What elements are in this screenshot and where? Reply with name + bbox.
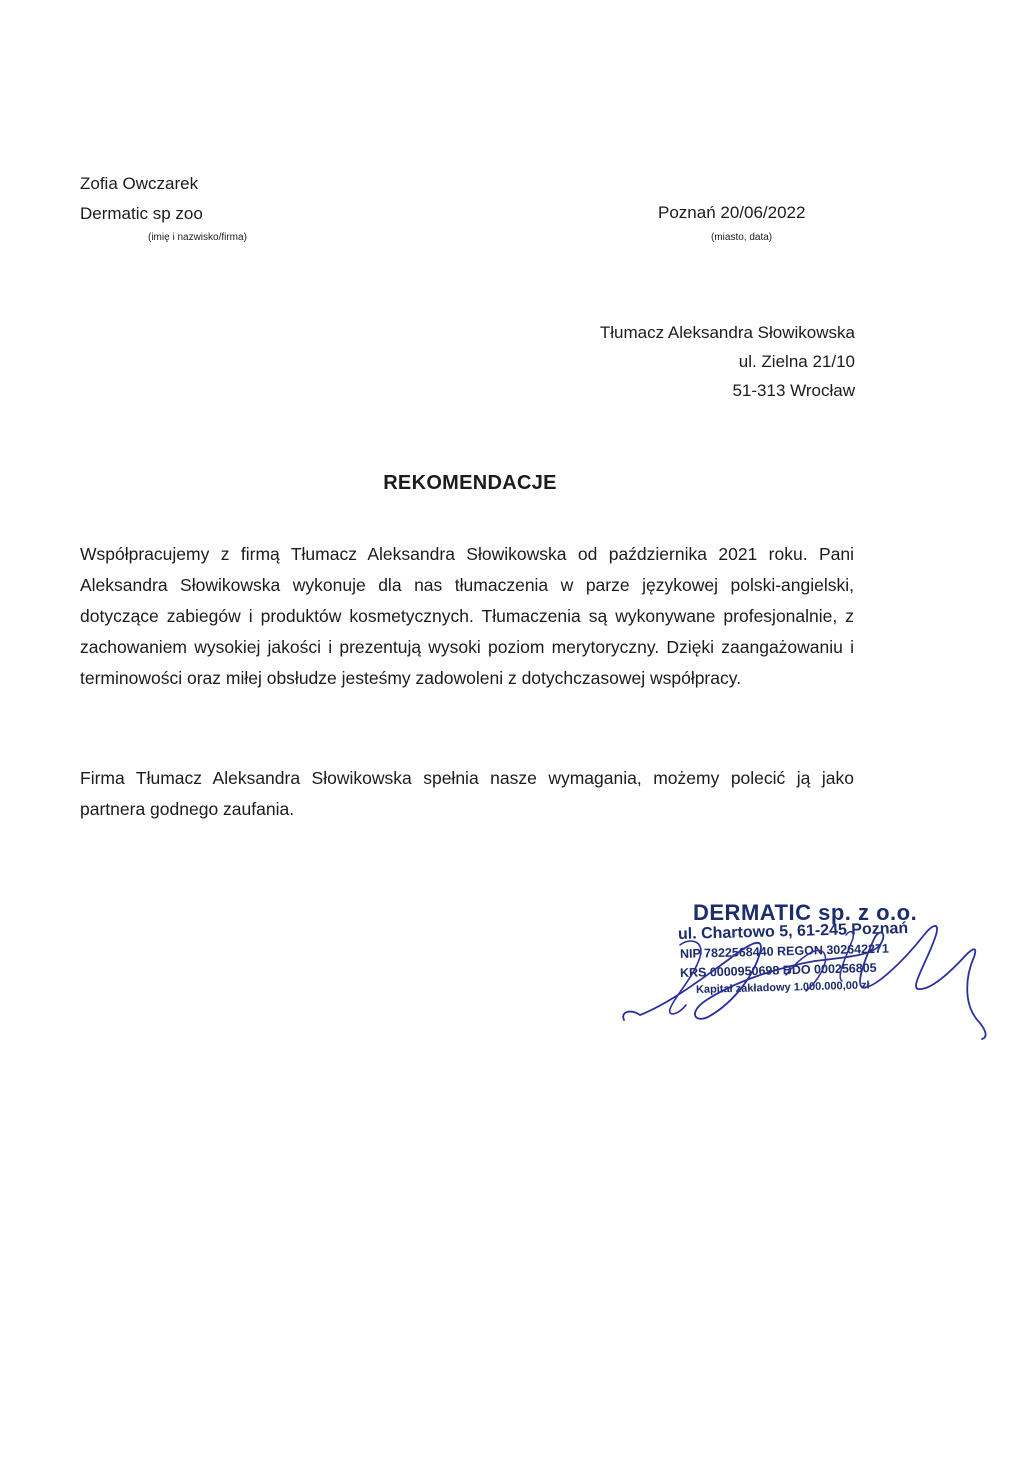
- stamp-capital: Kapitał zakładowy 1.000.000,00 zł: [695, 979, 870, 996]
- place-date: Poznań 20/06/2022: [658, 203, 806, 222]
- sender-company: Dermatic sp zoo: [80, 204, 203, 223]
- letter-title: REKOMENDACJE: [383, 472, 557, 494]
- stamp-nip-regon: NIP 7822568440 REGON 302642271: [679, 941, 890, 961]
- stamp-address: ul. Chartowo 5, 61-245 Poznań: [677, 919, 909, 943]
- sender-name: Zofia Owczarek: [80, 174, 199, 193]
- recipient-line: Tłumacz Aleksandra Słowikowska: [599, 323, 855, 342]
- sender-caption: (imię i nazwisko/firma): [148, 232, 247, 243]
- stamp-krs-bdo: KRS 0000950698 BDO 000256805: [679, 960, 877, 980]
- recipient-address: [600, 318, 855, 405]
- recipient-line: ul. Zielna 21/10: [738, 352, 855, 371]
- stamp-company-name: DERMATIC sp. z o.o.: [693, 900, 918, 925]
- recipient-line: 51-313 Wrocław: [732, 381, 855, 400]
- body-paragraph: Firma Tłumacz Aleksandra Słowikowska spełnia nasze wymagania, możemy polecić ją jako partnera godnego zaufania.: [80, 768, 854, 819]
- place-date-caption: (miasto, data): [711, 232, 773, 243]
- handwritten-signature: [610, 905, 1010, 1045]
- body-paragraph: Współpracujemy z firmą Tłumacz Aleksandra Słowikowska od października 2021 roku. Pani Aleksandra Słowikowska wykonuje dla nas tłumaczenia w parze językowej polski-angielski, dotyczące zabiegów i produktów kosmetycznych. Tłumaczenia są wykonywane profesjonalnie, z zachowaniem wysokiej jakości i prezentują wysoki poziom merytoryczny. Dzięki zaangażowaniu i terminowości oraz miłej obsłudze jesteśmy zadowoleni z dotychczasowej współpracy.: [80, 544, 854, 688]
